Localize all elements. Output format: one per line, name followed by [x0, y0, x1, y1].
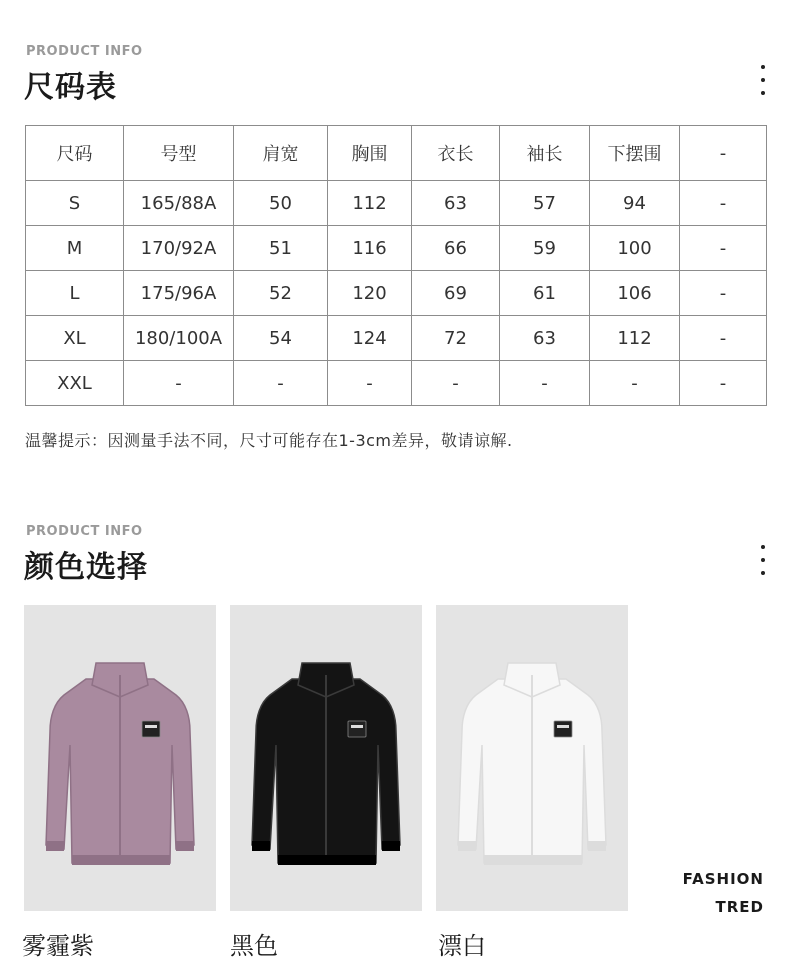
size-section-title: 尺码表	[24, 70, 117, 105]
brand-text-tred: TRED	[715, 898, 764, 916]
table-cell: 51	[234, 226, 328, 271]
table-header-cell: 袖长	[500, 126, 590, 181]
table-cell: 165/88A	[124, 181, 234, 226]
table-cell: 112	[590, 316, 680, 361]
table-cell: 175/96A	[124, 271, 234, 316]
brand-text-fashion: FASHION	[682, 870, 764, 888]
table-cell: -	[680, 271, 767, 316]
table-cell: -	[328, 361, 412, 406]
table-cell: 180/100A	[124, 316, 234, 361]
table-header-cell: 号型	[124, 126, 234, 181]
table-cell: -	[234, 361, 328, 406]
table-cell: 66	[412, 226, 500, 271]
table-header-cell: 衣长	[412, 126, 500, 181]
table-cell: -	[680, 361, 767, 406]
more-vertical-icon[interactable]	[758, 545, 768, 575]
table-cell: 170/92A	[124, 226, 234, 271]
table-cell: 120	[328, 271, 412, 316]
color-name-white: 漂白	[438, 932, 486, 960]
table-header-cell: 胸围	[328, 126, 412, 181]
color-section-title: 颜色选择	[24, 550, 148, 585]
table-cell: 61	[500, 271, 590, 316]
table-cell: 54	[234, 316, 328, 361]
color-name-black: 黑色	[230, 932, 278, 960]
table-cell: 69	[412, 271, 500, 316]
table-cell: 112	[328, 181, 412, 226]
table-cell: -	[590, 361, 680, 406]
more-vertical-icon[interactable]	[758, 65, 768, 95]
table-row	[26, 361, 767, 406]
table-cell: 94	[590, 181, 680, 226]
table-cell: 63	[500, 316, 590, 361]
table-header-cell: 肩宽	[234, 126, 328, 181]
table-row	[26, 181, 767, 226]
color-swatch-black[interactable]	[230, 605, 422, 911]
table-cell: 59	[500, 226, 590, 271]
table-cell: 100	[590, 226, 680, 271]
table-header-row	[26, 126, 767, 181]
table-header-cell: 尺码	[26, 126, 124, 181]
table-cell: 116	[328, 226, 412, 271]
size-label-cell: XXL	[26, 361, 124, 406]
jacket-icon	[24, 605, 216, 911]
table-cell: -	[412, 361, 500, 406]
table-cell: -	[680, 316, 767, 361]
color-swatch-white[interactable]	[436, 605, 628, 911]
size-chart-table	[25, 125, 767, 406]
size-label-cell: M	[26, 226, 124, 271]
color-swatch-purple[interactable]	[24, 605, 216, 911]
size-label-cell: S	[26, 181, 124, 226]
table-row	[26, 316, 767, 361]
size-note: 温馨提示：因测量手法不同，尺寸可能存在1-3cm差异，敬请谅解.	[25, 431, 513, 450]
color-section-eyebrow: PRODUCT INFO	[26, 524, 143, 539]
table-row	[26, 226, 767, 271]
jacket-icon	[436, 605, 628, 911]
table-cell: 50	[234, 181, 328, 226]
table-cell: 124	[328, 316, 412, 361]
table-cell: -	[680, 181, 767, 226]
table-cell: 72	[412, 316, 500, 361]
table-cell: -	[500, 361, 590, 406]
size-label-cell: XL	[26, 316, 124, 361]
table-cell: 106	[590, 271, 680, 316]
table-cell: -	[124, 361, 234, 406]
color-name-purple: 雾霾紫	[22, 932, 94, 960]
table-row	[26, 271, 767, 316]
size-label-cell: L	[26, 271, 124, 316]
table-header-cell: -	[680, 126, 767, 181]
table-cell: -	[680, 226, 767, 271]
jacket-icon	[230, 605, 422, 911]
table-cell: 52	[234, 271, 328, 316]
table-header-cell: 下摆围	[590, 126, 680, 181]
table-cell: 63	[412, 181, 500, 226]
table-cell: 57	[500, 181, 590, 226]
size-section-eyebrow: PRODUCT INFO	[26, 44, 143, 59]
